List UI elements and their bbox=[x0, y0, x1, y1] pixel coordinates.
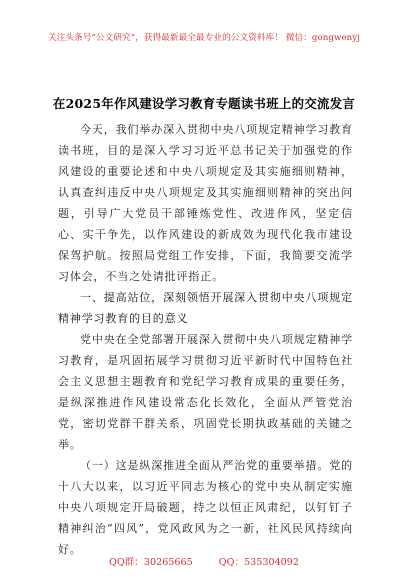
header-banner: 关注头条号“公文研究”，获得最新最全最专业的公文资料库！ 微信：gongwenyj bbox=[47, 33, 361, 43]
footer-contact bbox=[0, 554, 408, 568]
paragraph-significance: 党中央在全党部署开展深入贯彻中央八项规定精神学习教育，是巩固拓展学习贯彻习近平新时代中国特色社会主义思想主题教育和党纪学习教育成果的重要任务，是纵深推进作风建设常态化长效化，全面从严管党治党，密切党群干群关系，巩固党长期执政基础的关键之举。 bbox=[58, 333, 353, 451]
paragraph-intro: 今天，我们举办深入贯彻中央八项规定精神学习教育读书班，目的是深入学习习近平总书记关于加强党的作风建设的重要论述和中央八项规定及其实施细则精神，认真查纠违反中央八项规定及其实施细则精神的突出问题，引导广大党员干部锤炼党性、改进作风，坚定信心、实干争先，以作风建设的新成效为现代化我市建设保驾护航。按照局党组工作安排，下面，我简要交流学习体会，不当之处请批评指正。 bbox=[58, 123, 353, 283]
paragraph-subsection-1: （一）这是纵深推进全面从严治党的重要举措。党的十八大以来，以习近平同志为核心的党中央从制定实施中央八项规定开局破题，持之以恒正风肃纪，以钉钉子精神纠治“四风”，党风政风为之一新，社风民风持续向好。 bbox=[58, 459, 353, 556]
document-body bbox=[58, 119, 353, 560]
section-heading-1: 一、提高站位，深刻领悟开展深入贯彻中央八项规定精神学习教育的目的意义 bbox=[58, 291, 353, 325]
footer-qq-group: QQ群：30265665 bbox=[108, 557, 193, 568]
document-title: 在2025年作风建设学习教育专题读书班上的交流发言 bbox=[52, 96, 356, 111]
footer-qq-number: QQ：535304092 bbox=[218, 557, 299, 568]
